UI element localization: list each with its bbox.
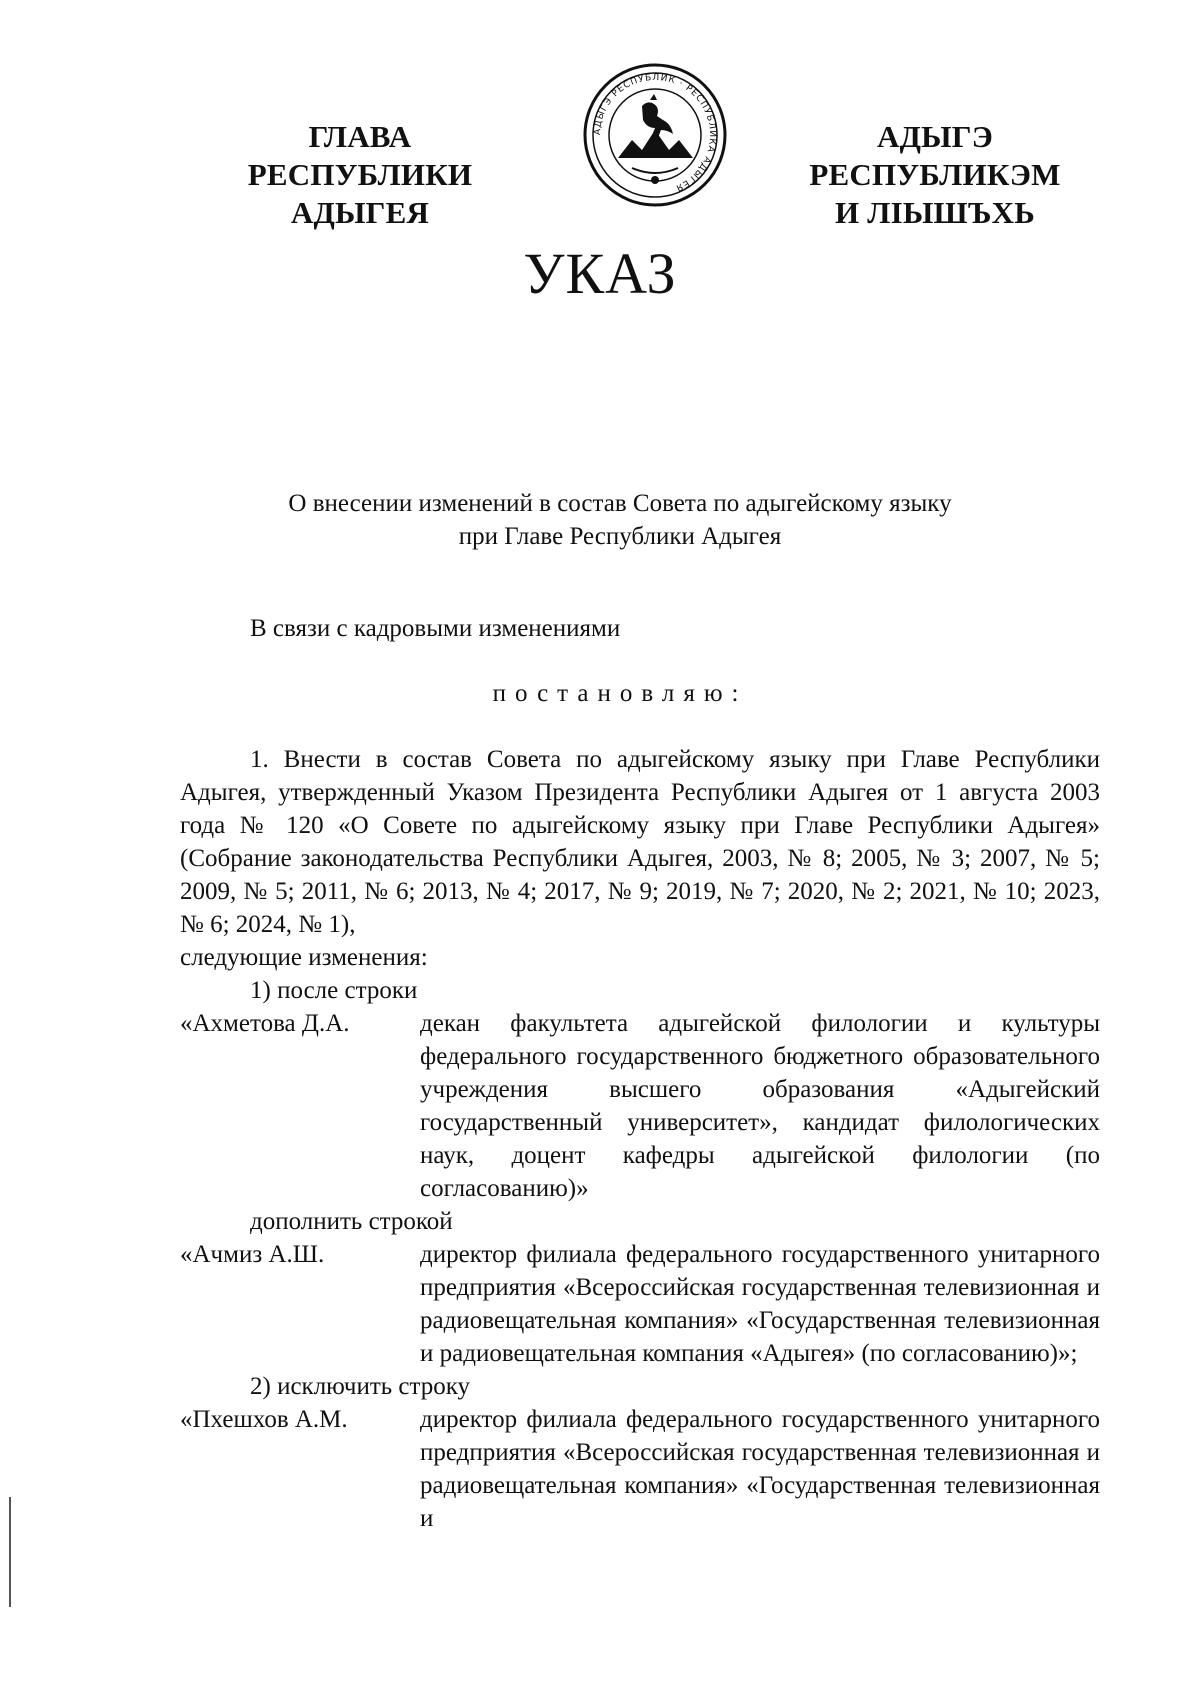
header-left-title	[180, 118, 540, 232]
subject-line-1: О внесении изменений в состав Совета по адыгейскому языку	[288, 490, 952, 517]
add-line: дополнить строкой	[250, 1208, 453, 1235]
preamble: В связи с кадровыми изменениями	[250, 615, 621, 642]
header-right-line-2: И ЛІЫШЪХЬ	[835, 195, 1035, 230]
document-title: УКАЗ	[523, 241, 677, 306]
paragraph-1-end: следующие изменения:	[180, 944, 428, 971]
item-2-intro: 2) исключить строку	[250, 1373, 471, 1400]
header-right-title	[770, 118, 1100, 232]
header-right-line-1: АДЫГЭ РЕСПУБЛИКЭМ	[809, 119, 1061, 192]
header-left-line-1: ГЛАВА	[308, 119, 412, 154]
decree-word: постановляю:	[492, 680, 748, 707]
member-position: директор филиала федерального государственного унитарного предприятия «Всероссийская государственная телевизионная и радиовещательная компания» «Государственная телевизионная и радиовещательная компания «Адыгея» (по согласованию)»;	[420, 1241, 1100, 1367]
member-name: «Ачмиз А.Ш.	[180, 1241, 325, 1268]
member-entry	[180, 1238, 1100, 1370]
scan-margin-mark	[9, 1497, 11, 1607]
subject-line-2: при Главе Республики Адыгея	[458, 523, 782, 550]
member-entry	[180, 1007, 1100, 1205]
member-position: декан факультета адыгейской филологии и культуры федерального государственного бюджетного образовательного учреждения высшего образования «Адыгейский государственный университет», кандидат филологических наук, доцент кафедры адыгейской филологии (по согласованию)»	[420, 1010, 1100, 1202]
document-body	[180, 743, 1100, 1535]
header-left-line-2: РЕСПУБЛИКИ АДЫГЕЯ	[247, 157, 473, 230]
member-name: «Пхешхов А.М.	[180, 1406, 348, 1433]
member-entry	[180, 1403, 1100, 1535]
document-subject	[200, 487, 1040, 553]
member-name: «Ахметова Д.А.	[180, 1010, 350, 1037]
coat-of-arms-emblem	[580, 60, 730, 210]
emblem-ring-text: АДЫГЭ РЕСПУБЛИК · РЕСПУБЛИКА АДЫГЕЯ	[592, 72, 718, 193]
item-1-intro: 1) после строки	[250, 977, 418, 1004]
emblem-icon	[580, 60, 730, 210]
member-position: директор филиала федерального государственного унитарного предприятия «Всероссийская государственная телевизионная и радиовещательная компания» «Государственная телевизионная и	[420, 1406, 1100, 1532]
paragraph-1: 1. Внести в состав Совета по адыгейскому языку при Главе Республики Адыгея, утвержденный Указом Президента Республики Адыгея от 1 августа 2003 года № 120 «О Совете по адыгейскому языку при Главе Республики Адыгея» (Собрание законодательства Республики Адыгея, 2003, № 8; 2005, № 3; 2007, № 5; 2009, № 5; 2011, № 6; 2013, № 4; 2017, № 9; 2019, № 7; 2020, № 2; 2021, № 10; 2023, № 6; 2024, № 1),	[180, 746, 1100, 938]
